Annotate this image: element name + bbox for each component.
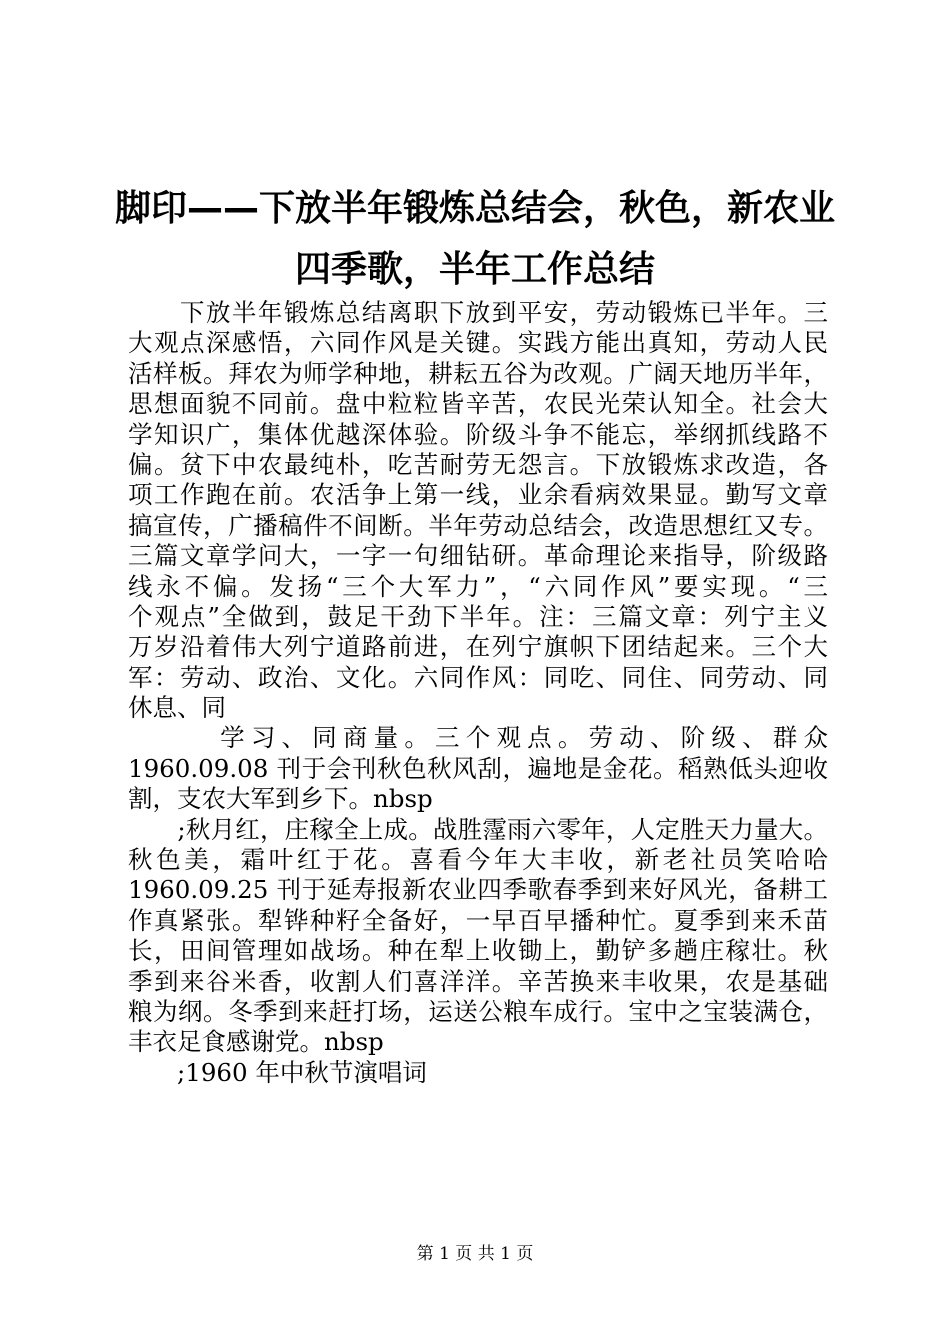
- body-line: 搞宣传，广播稿件不间断。半年劳动总结会，改造思想红又专。: [128, 510, 828, 540]
- body-line: 线永不偏。发扬“三个大军力”，“六同作风”要实现。“三: [128, 571, 828, 601]
- body-line: 粮为纲。冬季到来赶打场，运送公粮车成行。宝中之宝装满仓，: [128, 996, 828, 1026]
- body-line: 长，田间管理如战场。种在犁上收锄上，勤铲多趟庄稼壮。秋: [128, 936, 828, 966]
- body-line: 万岁沿着伟大列宁道路前进，在列宁旗帜下团结起来。三个大: [128, 632, 828, 662]
- body-line: 1960.09.25 刊于延寿报新农业四季歌春季到来好风光，备耕工: [128, 875, 828, 905]
- document-body: [128, 298, 828, 1088]
- body-line: 1960.09.08 刊于会刊秋色秋风刮，遍地是金花。稻熟低头迎收: [128, 753, 828, 783]
- body-line: 个观点”全做到，鼓足干劲下半年。注：三篇文章：列宁主义: [128, 601, 828, 631]
- body-line: 偏。贫下中农最纯朴，吃苦耐劳无怨言。下放锻炼求改造，各: [128, 449, 828, 479]
- body-line: 季到来谷米香，收割人们喜洋洋。辛苦换来丰收果，农是基础: [128, 966, 828, 996]
- body-line: 下放半年锻炼总结离职下放到平安，劳动锻炼已半年。三: [128, 298, 828, 327]
- body-line: 大观点深感悟，六同作风是关键。实践方能出真知，劳动人民: [128, 328, 828, 358]
- body-line: 项工作跑在前。农活争上第一线，业余看病效果显。勤写文章: [128, 480, 828, 510]
- body-line: 三篇文章学问大，一字一句细钻研。革命理论来指导，阶级路: [128, 541, 828, 571]
- body-line: 学习、同商量。三个观点。劳动、阶级、群众: [128, 723, 828, 753]
- body-line: 学知识广，集体优越深体验。阶级斗争不能忘，举纲抓线路不: [128, 419, 828, 449]
- document-title-line-1: 脚印——下放半年锻炼总结会，秋色，新农业: [114, 188, 835, 229]
- body-line: 活样板。拜农为师学种地，耕耘五谷为改观。广阔天地历半年，: [128, 358, 828, 388]
- body-line: 作真紧张。犁铧种籽全备好，一早百早播种忙。夏季到来禾苗: [128, 905, 828, 935]
- body-line: 军：劳动、政治、文化。六同作风：同吃、同住、同劳动、同: [128, 662, 828, 692]
- body-line: 秋色美，霜叶红于花。喜看今年大丰收，新老社员笑哈哈: [128, 845, 828, 875]
- page-footer: 第 1 页 共 1 页: [416, 1244, 534, 1264]
- body-line: 休息、同: [128, 693, 226, 723]
- body-line: 丰衣足食感谢党。nbsp: [128, 1027, 384, 1057]
- body-line: 割，支农大军到乡下。nbsp: [128, 784, 433, 814]
- body-line: 思想面貌不同前。盘中粒粒皆辛苦，农民光荣认知全。社会大: [128, 389, 828, 419]
- body-line: ;1960 年中秋节演唱词: [128, 1057, 427, 1087]
- body-line: ;秋月红，庄稼全上成。战胜霪雨六零年，人定胜天力量大。: [128, 814, 828, 844]
- document-title-line-2: 四季歌，半年工作总结: [294, 249, 655, 290]
